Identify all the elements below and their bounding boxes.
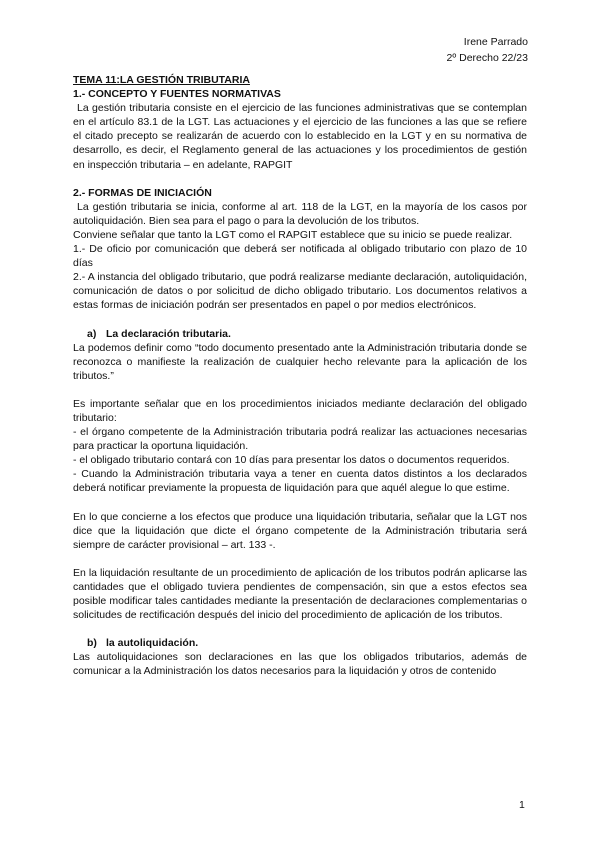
declaration-bullet-1: - el órgano competente de la Administración tributaria podrá realizar las actuaciones necesarias para practicar la oportuna liquidación. bbox=[73, 426, 527, 453]
subsection-a-label: a) bbox=[87, 327, 97, 340]
author-name: Irene Parrado bbox=[463, 36, 528, 48]
section-2-paragraph-2: Conviene señalar que tanto la LGT como el RAPGIT establece que su inicio se puede realizar. bbox=[73, 228, 513, 241]
section-1-paragraph: La gestión tributaria consiste en el ejercicio de las funciones administrativas que se contemplan en el artículo 83.1 de la LGT. Las actuaciones y el ejercicio de las funciones a las que se refiere el citado precepto se realizarán de acuerdo con lo establecido en la LGT y en su normativa de desarrollo, es decir, el Reglamento general de las actuaciones y los procedimientos de gestión en inspección tributaria – en adelante, RAPGIT bbox=[73, 102, 527, 171]
subsection-b-heading bbox=[73, 636, 527, 650]
section-2-item-1: 1.- De oficio por comunicación que deberá ser notificada al obligado tributario con plazo de 10 días bbox=[73, 243, 527, 270]
declaration-bullet-3: - Cuando la Administración tributaria vaya a tener en cuenta datos distintos a los declarados deberá notificar previamente la propuesta de liquidación para que aquél alegue lo que estime. bbox=[73, 468, 527, 495]
subsection-b-label: b) bbox=[87, 637, 97, 650]
declaration-definition: La podemos definir como “todo documento presentado ante la Administración tributaria donde se reconozca o manifieste la realización de cualquier hecho relevante para la aplicación de los tributos.” bbox=[73, 341, 527, 382]
subsection-b-title: la autoliquidación. bbox=[106, 637, 199, 650]
document-title: TEMA 11:LA GESTIÓN TRIBUTARIA bbox=[73, 74, 250, 86]
compensation-paragraph: En la liquidación resultante de un procedimiento de aplicación de los tributos podrán aplicarse las cantidades que el obligado tuviera pendientes de compensación, sin que a estos efectos sea posible modificar tales cantidades mediante la presentación de declaraciones complementarias o solicitudes de rectificación después del inicio del procedimiento de aplicación de los tributos. bbox=[73, 566, 527, 622]
self-assessment-paragraph: Las autoliquidaciones son declaraciones en las que los obligados tributarios, además de comunicar a la Administración los datos necesarios para la liquidación y otros de contenido bbox=[73, 651, 527, 678]
subsection-a-heading bbox=[73, 327, 527, 341]
declaration-bullet-2: - el obligado tributario contará con 10 días para presentar los datos o documentos requeridos. bbox=[73, 454, 510, 467]
subsection-a-title: La declaración tributaria. bbox=[106, 327, 231, 340]
liquidation-effects-paragraph: En lo que concierne a los efectos que produce una liquidación tributaria, señalar que la LGT nos dice que la liquidación que dicte el órgano competente de la Administración tributaria será siempre de carácter provisional – art. 133 -. bbox=[73, 510, 527, 551]
section-2-heading: 2.- FORMAS DE INICIACIÓN bbox=[73, 186, 212, 199]
section-1-heading: 1.- CONCEPTO Y FUENTES NORMATIVAS bbox=[73, 88, 281, 101]
page-header bbox=[447, 34, 528, 66]
document-body bbox=[73, 73, 527, 678]
page-number: 1 bbox=[519, 799, 525, 811]
course-label: 2º Derecho 22/23 bbox=[446, 52, 528, 64]
section-2-paragraph-1: La gestión tributaria se inicia, conforme al art. 118 de la LGT, en la mayoría de los casos por autoliquidación. Bien sea para el pago o para la devolución de los tributos. bbox=[73, 200, 527, 227]
declaration-intro: Es importante señalar que en los procedimientos iniciados mediante declaración del obligado tributario: bbox=[73, 397, 527, 424]
section-2-item-2: 2.- A instancia del obligado tributario, que podrá realizarse mediante declaración, autoliquidación, comunicación de datos o por solicitud de dicho obligado tributario. Los documentos relativos a estas formas de iniciación podrán ser presentados en papel o por medios electrónicos. bbox=[73, 271, 527, 312]
